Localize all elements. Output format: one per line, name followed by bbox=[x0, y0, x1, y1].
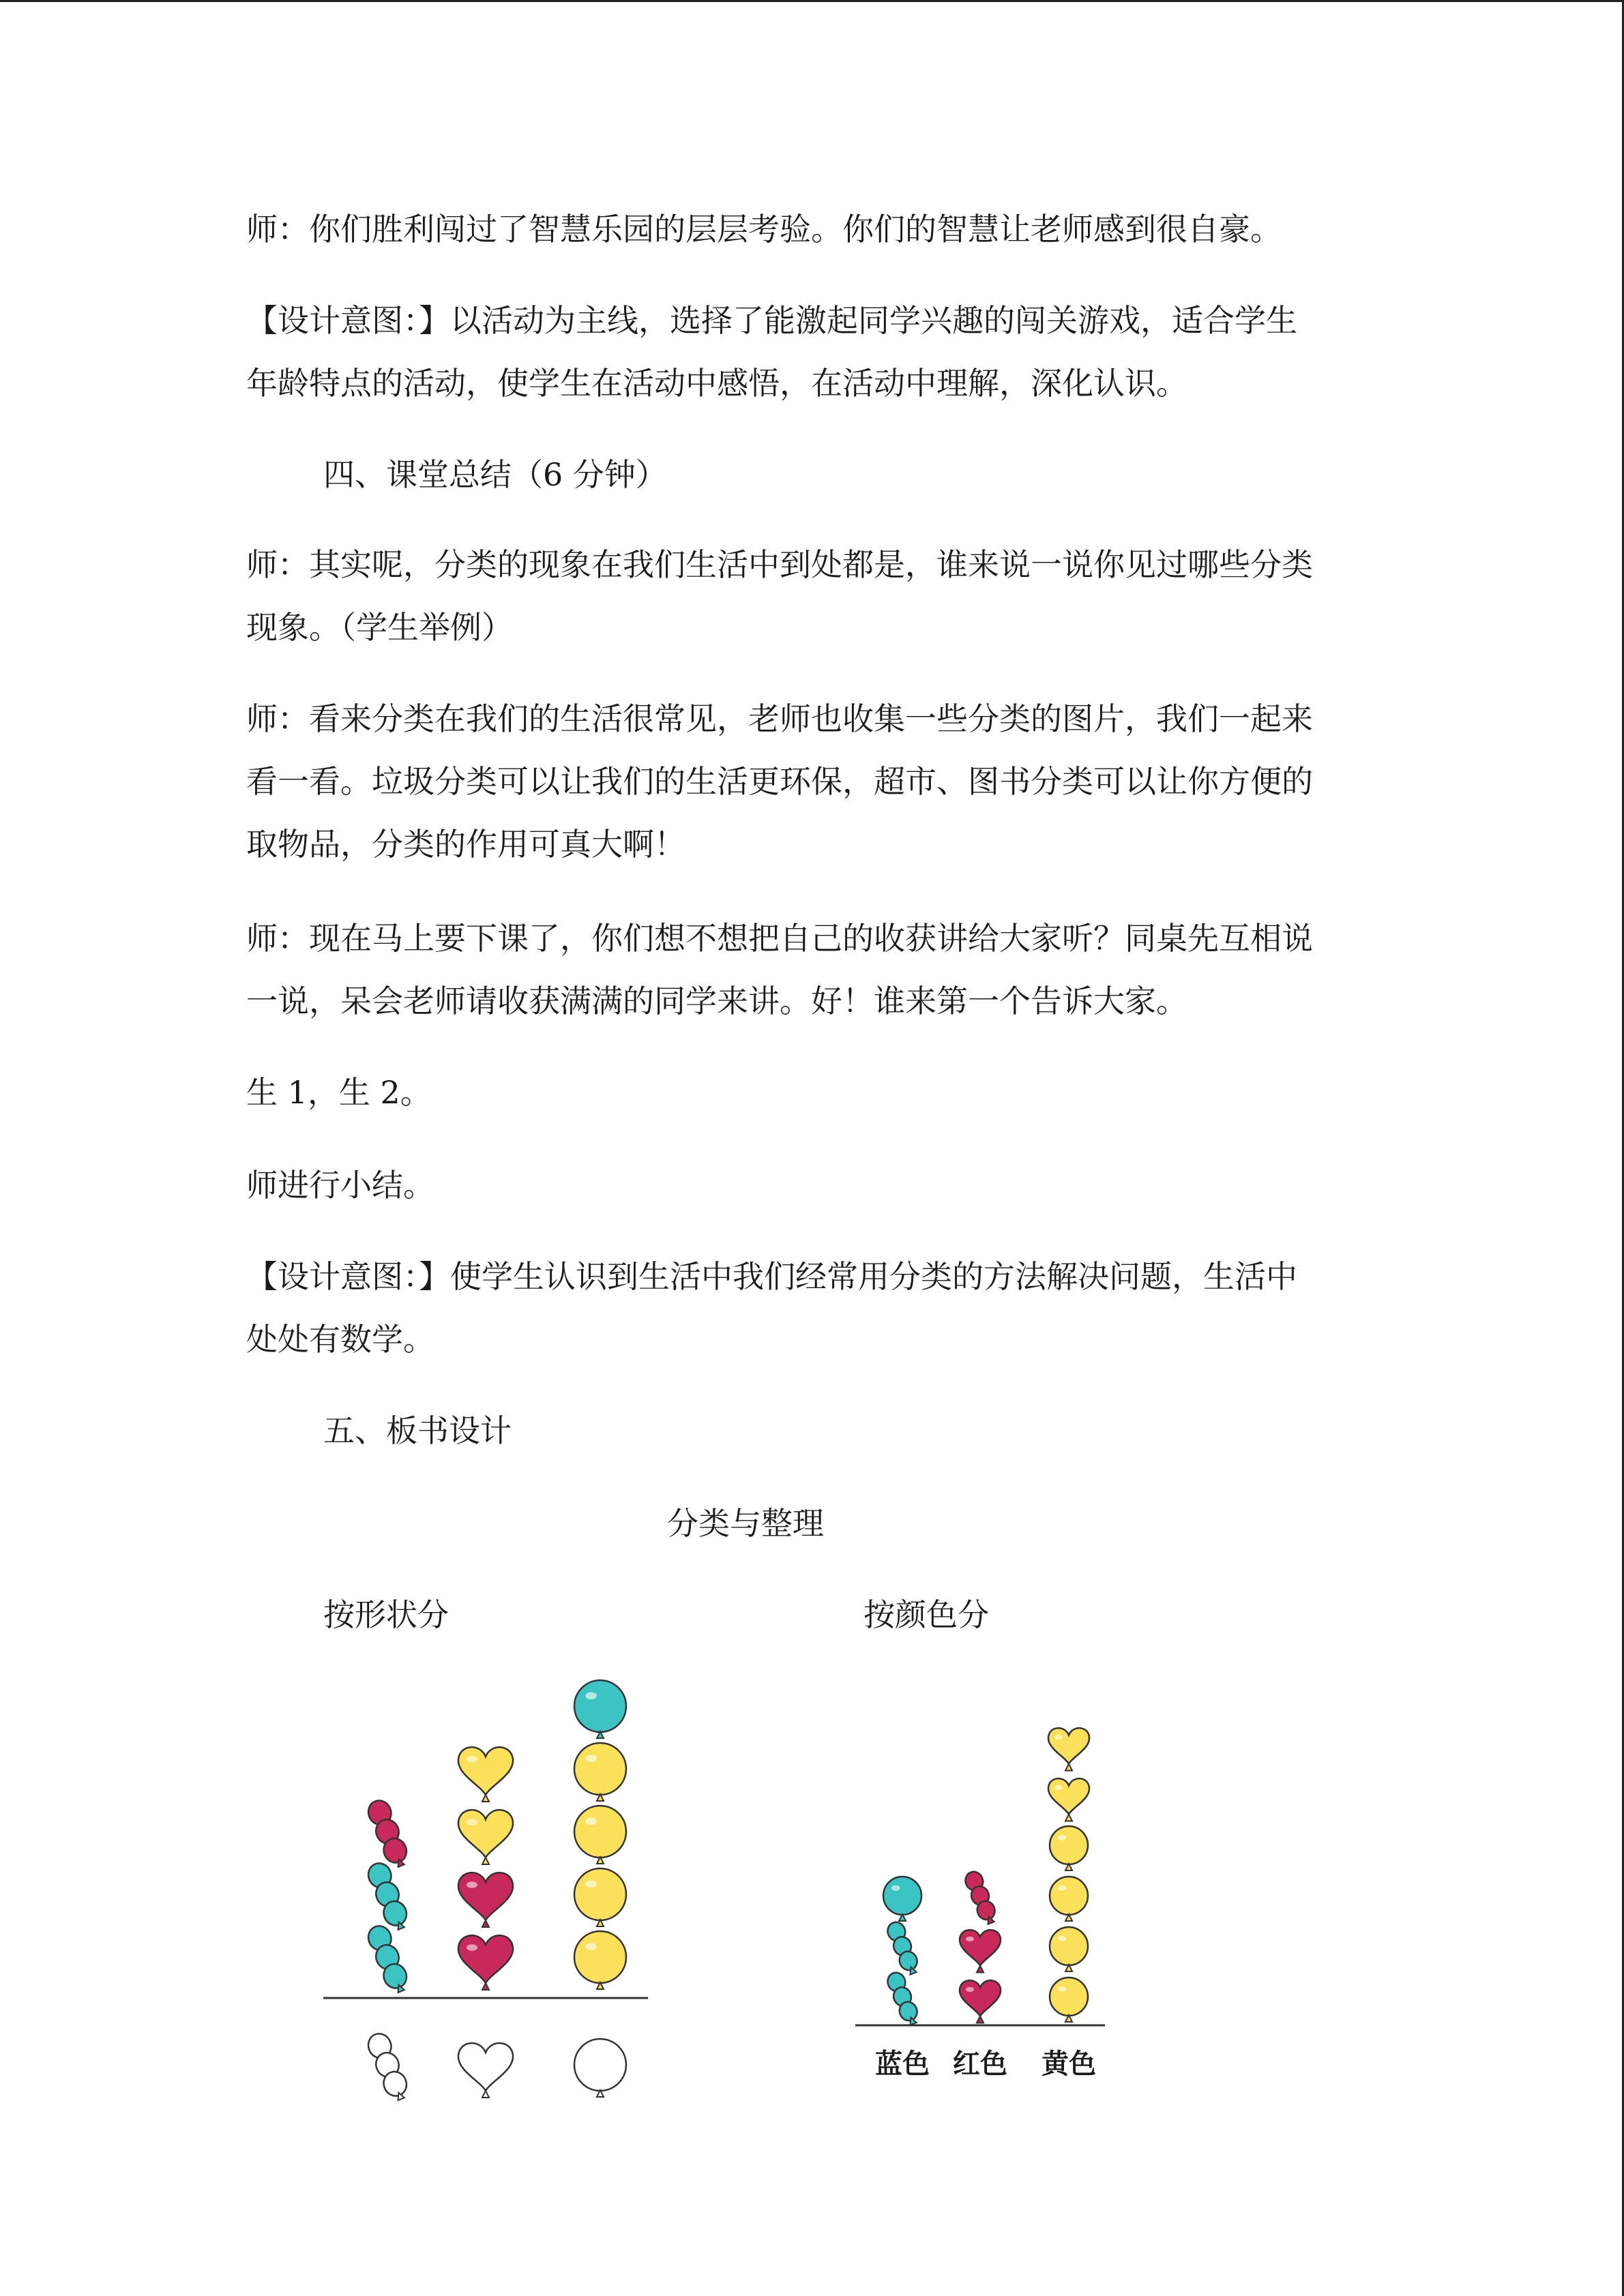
right-yellow-round-balloon-4 bbox=[1050, 1826, 1088, 1870]
section-heading: 五、板书设计 bbox=[323, 1412, 512, 1449]
paragraph-line: 师：你们胜利闯过了智慧乐园的层层考验。你们的智慧让老师感到很自豪。 bbox=[246, 211, 1282, 248]
board-left-heading: 按形状分 bbox=[323, 1596, 449, 1633]
paragraph-line: 一说，呆会老师请收获满满的同学来讲。好！谁来第一个告诉大家。 bbox=[246, 983, 1187, 1019]
right-red-heart-balloon-1 bbox=[960, 1980, 1001, 2023]
design-intent-line: 处处有数学。 bbox=[246, 1321, 434, 1358]
color-category-label: 蓝色 bbox=[875, 2048, 930, 2080]
color-category-label: 红色 bbox=[953, 2048, 1007, 2080]
left-heart-balloon-1 bbox=[458, 1935, 513, 1990]
right-yellow-round-balloon-2 bbox=[1050, 1927, 1088, 1971]
paragraph-line: 现象。（学生举例） bbox=[246, 609, 513, 646]
left-long-balloon-1 bbox=[365, 1922, 412, 1995]
right-blue-round-balloon-3 bbox=[883, 1877, 921, 1921]
board-title: 分类与整理 bbox=[667, 1505, 824, 1542]
right-yellow-heart-balloon-6 bbox=[1048, 1728, 1089, 1770]
right-yellow-round-balloon-3 bbox=[1050, 1877, 1088, 1921]
right-red-heart-balloon-2 bbox=[960, 1930, 1001, 1972]
color-classification-chart bbox=[855, 1728, 1105, 2080]
right-yellow-heart-balloon-5 bbox=[1048, 1778, 1089, 1821]
left-legend-heart-balloon-icon bbox=[458, 2043, 513, 2098]
left-heart-balloon-3 bbox=[458, 1810, 513, 1864]
right-blue-long-balloon-1 bbox=[885, 1970, 921, 2027]
color-category-label: 黄色 bbox=[1042, 2048, 1096, 2080]
paragraph-line: 师：其实呢，分类的现象在我们生活中到处都是，谁来说一说你见过哪些分类 bbox=[246, 546, 1313, 583]
left-round-balloon-5 bbox=[574, 1680, 626, 1738]
paragraph-line: 师：现在马上要下课了，你们想不想把自己的收获讲给大家听？同桌先互相说 bbox=[246, 920, 1313, 957]
board-right-heading: 按颜色分 bbox=[863, 1596, 989, 1633]
shape-classification-chart bbox=[323, 1680, 648, 2103]
design-intent-line: 【设计意图：】以活动为主线，选择了能激起同学兴趣的闯关游戏，适合学生 bbox=[246, 302, 1297, 339]
left-round-balloon-2 bbox=[574, 1868, 626, 1926]
left-heart-balloon-2 bbox=[458, 1873, 513, 1927]
design-intent-line: 【设计意图：】使学生认识到生活中我们经常用分类的方法解决问题，生活中 bbox=[246, 1258, 1297, 1295]
left-long-balloon-2 bbox=[365, 1860, 412, 1933]
left-round-balloon-3 bbox=[574, 1806, 626, 1864]
left-heart-balloon-4 bbox=[458, 1747, 513, 1802]
right-yellow-round-balloon-1 bbox=[1050, 1978, 1088, 2022]
left-round-balloon-1 bbox=[574, 1931, 626, 1989]
left-round-balloon-4 bbox=[574, 1743, 626, 1801]
left-legend-long-balloon-icon bbox=[365, 2030, 412, 2103]
paragraph-line: 看一看。垃圾分类可以让我们的生活更环保，超市、图书分类可以让你方便的 bbox=[246, 763, 1313, 800]
right-blue-long-balloon-2 bbox=[885, 1920, 921, 1977]
left-legend-round-balloon-icon bbox=[574, 2039, 626, 2097]
right-red-long-balloon-3 bbox=[962, 1869, 999, 1926]
left-long-balloon-3 bbox=[365, 1797, 412, 1870]
paragraph-line: 取物品，分类的作用可真大啊！ bbox=[246, 826, 685, 863]
paragraph-line: 生 1，生 2。 bbox=[246, 1074, 432, 1111]
design-intent-line: 年龄特点的活动，使学生在活动中感悟，在活动中理解，深化认识。 bbox=[246, 365, 1187, 402]
section-heading: 四、课堂总结（6 分钟） bbox=[323, 456, 667, 493]
paragraph-line: 师：看来分类在我们的生活很常见，老师也收集一些分类的图片，我们一起来 bbox=[246, 700, 1313, 737]
paragraph-line: 师进行小结。 bbox=[246, 1167, 434, 1204]
